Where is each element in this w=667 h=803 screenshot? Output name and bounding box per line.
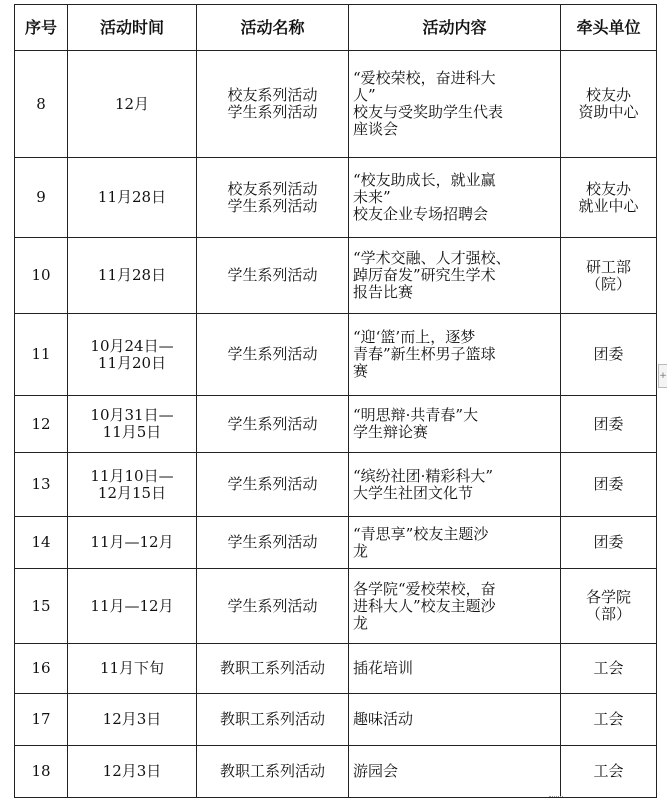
cell-unit-line: 研工部: [585, 257, 631, 276]
cell-num: 18: [15, 746, 68, 798]
table-row: [15, 158, 657, 238]
cell-content-line: 人”: [353, 86, 376, 104]
cell-time: [68, 453, 197, 517]
cell-content-line: 学生辩论赛: [353, 423, 429, 441]
table-row: [15, 396, 657, 453]
cell-num: 8: [15, 51, 68, 158]
cell-num: 10: [15, 238, 68, 314]
cell-content-line: “明思辩·共青春”大: [353, 406, 479, 424]
cell-content: [349, 644, 561, 694]
cell-name: [197, 517, 349, 569]
cell-name: [197, 453, 349, 517]
cell-content-line: 龙: [353, 613, 369, 632]
table-row: [15, 314, 657, 396]
cell-time: [68, 51, 197, 158]
header-content: 活动内容: [349, 5, 561, 51]
cell-content: [349, 314, 561, 396]
cell-name-line: 学生系列活动: [227, 475, 318, 493]
cell-content: [349, 694, 561, 746]
table-row: [15, 238, 657, 314]
cell-name: [197, 694, 349, 746]
cell-time-line: 12月15日: [97, 483, 167, 502]
cell-unit-line: 校友办: [585, 179, 631, 198]
activity-table: [14, 4, 657, 798]
cell-unit: [561, 569, 657, 644]
cell-content-line: “迎‘篮’而上，逐梦: [353, 328, 476, 346]
cell-time-line: 12月3日: [102, 762, 162, 780]
cell-name-line: 学生系列活动: [227, 266, 318, 284]
cell-time: [68, 517, 197, 569]
cell-time-line: 12月3日: [102, 710, 162, 728]
cell-name: [197, 569, 349, 644]
cell-name: [197, 644, 349, 694]
cell-unit-line: 工会: [593, 710, 624, 728]
cell-content-line: “青思享”校友主题沙: [353, 524, 489, 543]
header-name: 活动名称: [197, 5, 349, 51]
cell-time: [68, 694, 197, 746]
cell-time-line: 12月: [114, 94, 150, 113]
cell-name-line: 教职工系列活动: [219, 659, 325, 677]
cell-content: [349, 569, 561, 644]
cell-content-line: 趣味活动: [353, 710, 414, 728]
cell-content-line: 进科大人”校友主题沙: [353, 596, 496, 615]
cell-unit: [561, 238, 657, 314]
table-row: [15, 517, 657, 569]
cell-unit-line: 工会: [593, 762, 624, 780]
cell-num: 9: [15, 158, 68, 238]
cell-unit-line: 工会: [593, 659, 624, 677]
cell-time: [68, 569, 197, 644]
cell-unit: [561, 314, 657, 396]
cell-num: 16: [15, 644, 68, 694]
cell-content-line: 踔厉奋发”研究生学术: [353, 266, 496, 284]
cell-name: [197, 238, 349, 314]
cell-unit-line: 团委: [593, 345, 624, 363]
cell-num: 13: [15, 453, 68, 517]
cell-name: [197, 396, 349, 453]
cell-unit: [561, 746, 657, 798]
cell-unit-line: 就业中心: [578, 196, 639, 215]
cell-unit-line: 团委: [593, 414, 624, 433]
cell-num: 12: [15, 396, 68, 453]
cell-unit-line: 团委: [593, 475, 624, 493]
cell-num: 17: [15, 694, 68, 746]
cell-content: [349, 396, 561, 453]
cell-num: 11: [15, 314, 68, 396]
cell-content: [349, 453, 561, 517]
cell-content-line: 游园会: [353, 762, 399, 780]
cell-content-line: 赛: [353, 362, 369, 380]
cell-time-line: 11月10日—: [90, 466, 174, 485]
cell-content-line: 校友与受奖助学生代表: [353, 103, 504, 121]
header-num: 序号: [15, 5, 68, 51]
table-row: [15, 51, 657, 158]
cell-content-line: 座谈会: [353, 120, 399, 138]
cell-unit: [561, 158, 657, 238]
cell-time-line: 11月20日: [97, 353, 167, 372]
cell-num: 14: [15, 517, 68, 569]
cell-content-line: “缤纷社团·精彩科大”: [353, 466, 494, 485]
cell-content-line: 青春”新生杯男子篮球: [353, 345, 496, 363]
cell-content: [349, 51, 561, 158]
cell-time-line: 11月—12月: [90, 596, 174, 615]
cell-unit-line: 团委: [593, 533, 624, 551]
cell-time: [68, 314, 197, 396]
cell-time: [68, 396, 197, 453]
header-time: 活动时间: [68, 5, 197, 51]
cell-name-line: 教职工系列活动: [219, 762, 325, 780]
cell-time-line: 11月下旬: [99, 659, 165, 677]
cell-content: [349, 517, 561, 569]
cell-name-line: 教职工系列活动: [219, 710, 325, 728]
cell-unit-line: （部）: [585, 605, 631, 623]
cell-unit: [561, 644, 657, 694]
cell-content-line: 校友企业专场招聘会: [353, 205, 489, 223]
cell-name-line: 学生系列活动: [227, 596, 318, 615]
cell-name: [197, 314, 349, 396]
cell-unit-line: （院）: [585, 274, 631, 293]
page-side-marker[interactable]: +: [658, 364, 667, 388]
cell-name-line: 学生系列活动: [227, 345, 318, 363]
cell-time-line: 11月28日: [97, 188, 167, 206]
cell-name-line: 学生系列活动: [227, 103, 318, 121]
table-body: [15, 51, 657, 798]
cell-content-line: 各学院“爱校荣校，奋: [353, 579, 496, 598]
cell-content-line: 龙: [353, 541, 369, 560]
cell-time: [68, 746, 197, 798]
table-row: [15, 453, 657, 517]
cell-unit: [561, 694, 657, 746]
table-row: [15, 644, 657, 694]
cell-content: [349, 158, 561, 238]
cell-content-line: 插花培训: [353, 659, 414, 677]
cell-unit: [561, 396, 657, 453]
cell-name-line: 学生系列活动: [227, 533, 318, 551]
cell-content: [349, 238, 561, 314]
table-row: [15, 694, 657, 746]
cell-content-line: “学术交融、人才强校、: [353, 249, 511, 267]
cell-name: [197, 746, 349, 798]
cell-time: [68, 644, 197, 694]
cell-content-line: 报告比赛: [353, 283, 414, 301]
cell-unit: [561, 51, 657, 158]
table-row: [15, 746, 657, 798]
cell-time-line: 10月31日—: [90, 406, 174, 424]
cell-time-line: 11月28日: [97, 266, 167, 284]
cell-content: [349, 746, 561, 798]
cell-time: [68, 238, 197, 314]
cell-time: [68, 158, 197, 238]
cell-content-line: 大学生社团文化节: [353, 483, 474, 502]
cell-unit-line: 校友办: [585, 86, 631, 104]
header-unit: 牵头单位: [561, 5, 657, 51]
cell-name-line: 校友系列活动: [227, 179, 318, 198]
cell-content-line: “校友助成长，就业赢: [353, 171, 496, 189]
cell-content-line: “爱校荣校，奋进科大: [353, 69, 496, 87]
cell-name: [197, 51, 349, 158]
cell-name-line: 学生系列活动: [227, 196, 318, 215]
cell-unit-line: 资助中心: [578, 103, 639, 121]
cell-time-line: 10月24日—: [90, 336, 174, 355]
cell-time-line: 11月—12月: [90, 533, 174, 551]
cell-name-line: 学生系列活动: [227, 414, 318, 433]
cell-content-line: 未来”: [353, 188, 391, 206]
cell-num: 15: [15, 569, 68, 644]
cell-name: [197, 158, 349, 238]
table-row: [15, 569, 657, 644]
header-row: [15, 5, 657, 51]
cell-unit-line: 各学院: [585, 588, 631, 606]
cell-unit: [561, 517, 657, 569]
cell-unit: [561, 453, 657, 517]
cell-name-line: 校友系列活动: [227, 86, 318, 104]
cell-time-line: 11月5日: [102, 423, 162, 441]
